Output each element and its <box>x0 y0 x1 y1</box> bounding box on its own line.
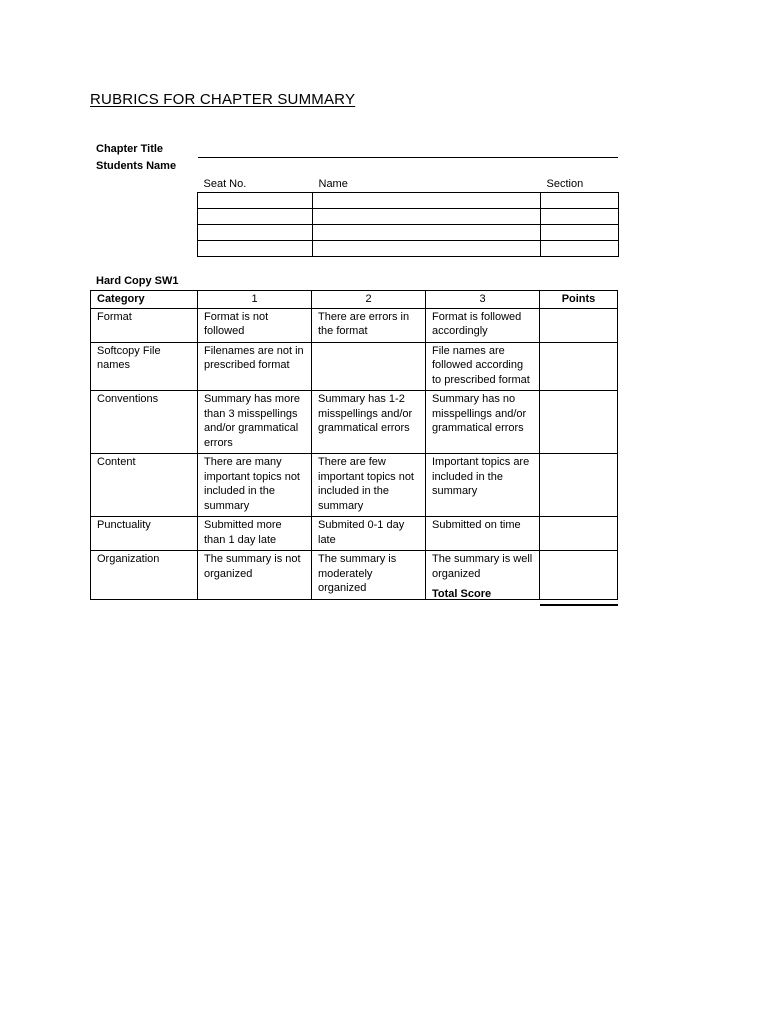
section-cell[interactable] <box>541 209 619 225</box>
total-score-label: Total Score <box>432 588 492 600</box>
students-table-row <box>198 241 619 257</box>
rubric-row <box>91 517 618 551</box>
document-title: RUBRICS FOR CHAPTER SUMMARY <box>90 91 356 108</box>
rubric-score-1-cell: Summary has more than 3 misspellings and/or grammatical errors <box>198 391 312 454</box>
rubric-row <box>91 342 618 391</box>
students-name-label: Students Name <box>96 160 177 172</box>
section-cell[interactable] <box>541 225 619 241</box>
rubric-points-cell[interactable] <box>540 454 618 517</box>
rubric-score-1-cell: Filenames are not in prescribed format <box>198 342 312 391</box>
rubric-score-2-cell: There are few important topics not included in the summary <box>312 454 426 517</box>
rubric-score-2-cell: Submited 0-1 day late <box>312 517 426 551</box>
rubric-points-cell[interactable] <box>540 391 618 454</box>
seat-no-cell[interactable] <box>198 241 313 257</box>
rubric-table <box>90 290 618 600</box>
rubric-category-cell: Softcopy File names <box>91 342 198 391</box>
section-cell[interactable] <box>541 241 619 257</box>
rubric-points-cell[interactable] <box>540 517 618 551</box>
total-score-line <box>540 604 618 606</box>
rubric-category-cell: Punctuality <box>91 517 198 551</box>
students-table-header <box>198 175 619 193</box>
rubric-score-2-cell: Summary has 1-2 misspellings and/or grammatical errors <box>312 391 426 454</box>
rubric-header-row <box>91 291 618 309</box>
students-table-row <box>198 225 619 241</box>
points-header: Points <box>540 291 618 309</box>
rubric-points-cell[interactable] <box>540 551 618 600</box>
name-cell[interactable] <box>313 241 541 257</box>
rubric-score-3-cell: The summary is well organized <box>426 551 540 600</box>
name-cell[interactable] <box>313 209 541 225</box>
rubric-score-3-cell: Format is followed accordingly <box>426 308 540 342</box>
rubric-score-3-cell: Summary has no misspellings and/or grammatical errors <box>426 391 540 454</box>
rubric-score-1-cell: The summary is not organized <box>198 551 312 600</box>
rubric-score-3-cell: Submitted on time <box>426 517 540 551</box>
rubric-score-3-cell: Important topics are included in the summary <box>426 454 540 517</box>
rubric-score-2-cell: The summary is moderately organized <box>312 551 426 600</box>
category-header: Category <box>91 291 198 309</box>
rubric-row <box>91 391 618 454</box>
rubric-score-2-cell: There are errors in the format <box>312 308 426 342</box>
students-table <box>197 175 619 257</box>
section-header: Section <box>541 175 619 193</box>
rubric-category-cell: Organization <box>91 551 198 600</box>
students-table-row <box>198 193 619 209</box>
rubric-category-cell: Conventions <box>91 391 198 454</box>
name-cell[interactable] <box>313 225 541 241</box>
rubric-points-cell[interactable] <box>540 308 618 342</box>
seat-no-cell[interactable] <box>198 225 313 241</box>
rubric-score-1-cell: Format is not followed <box>198 308 312 342</box>
section-cell[interactable] <box>541 193 619 209</box>
score-1-header: 1 <box>198 291 312 309</box>
score-2-header: 2 <box>312 291 426 309</box>
rubric-row <box>91 454 618 517</box>
chapter-title-label: Chapter Title <box>96 143 164 155</box>
students-table-row <box>198 209 619 225</box>
seat-no-header: Seat No. <box>198 175 313 193</box>
rubric-points-cell[interactable] <box>540 342 618 391</box>
rubric-category-cell: Content <box>91 454 198 517</box>
rubric-score-3-cell: File names are followed according to prescribed format <box>426 342 540 391</box>
seat-no-cell[interactable] <box>198 193 313 209</box>
rubric-score-1-cell: Submitted more than 1 day late <box>198 517 312 551</box>
rubric-score-1-cell: There are many important topics not included in the summary <box>198 454 312 517</box>
name-header: Name <box>313 175 541 193</box>
seat-no-cell[interactable] <box>198 209 313 225</box>
chapter-title-line <box>198 157 618 158</box>
hard-copy-label: Hard Copy SW1 <box>96 275 179 287</box>
score-3-header: 3 <box>426 291 540 309</box>
rubric-score-2-cell <box>312 342 426 391</box>
rubric-row <box>91 308 618 342</box>
name-cell[interactable] <box>313 193 541 209</box>
rubric-row <box>91 551 618 600</box>
rubric-category-cell: Format <box>91 308 198 342</box>
